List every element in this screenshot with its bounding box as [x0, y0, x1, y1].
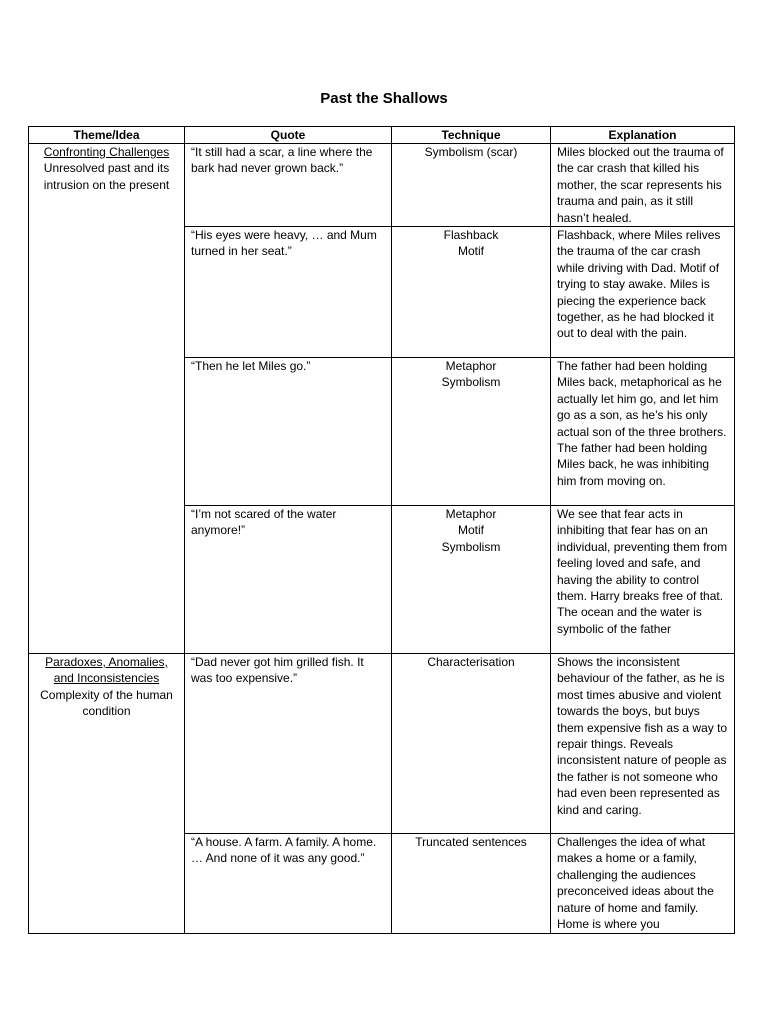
notes-table — [28, 126, 735, 934]
explanation-cell — [551, 834, 735, 934]
technique-item: Motif — [457, 523, 484, 538]
technique-cell — [392, 834, 551, 934]
theme-description: Unresolved past and its intrusion on the present — [43, 161, 170, 192]
table-header-row — [29, 127, 735, 144]
column-header-quote: Quote — [185, 127, 392, 144]
quote-cell: “It still had a scar, a line where the bark had never grown back.” — [185, 144, 392, 227]
explanation-text: Challenges the idea of what makes a home or a family, challenging the audiences preconceived ideas about the nature of home and family. Home is where you — [557, 835, 714, 932]
explanation-cell: The father had been holding Miles back, metaphorical as he actually let him go, and let him go as a son, as he’s his only actual son of the three brothers. The father had been holding Miles back, he was inhibiting him from moving on. — [551, 358, 735, 506]
explanation-cell: Miles blocked out the trauma of the car crash that killed his mother, the scar represents his trauma and pain, as it still hasn’t healed. — [551, 144, 735, 227]
quote-cell: “His eyes were heavy, … and Mum turned in her seat.” — [185, 227, 392, 358]
technique-cell — [392, 144, 551, 227]
technique-item: Symbolism — [441, 375, 501, 390]
table-row — [29, 654, 735, 834]
technique-item: Truncated sentences — [415, 835, 527, 850]
technique-cell — [392, 654, 551, 834]
technique-item: Symbolism (scar) — [424, 145, 518, 159]
technique-item: Symbolism — [441, 539, 501, 554]
column-header-technique: Technique — [392, 127, 551, 144]
technique-cell — [392, 358, 551, 506]
column-header-explanation: Explanation — [551, 127, 735, 144]
quote-cell: “I’m not scared of the water anymore!” — [185, 506, 392, 654]
quote-cell: “Then he let Miles go.” — [185, 358, 392, 506]
theme-description: Complexity of the human condition — [40, 687, 173, 719]
technique-item: Metaphor — [445, 507, 497, 522]
explanation-cell: Shows the inconsistent behaviour of the father, as he is most times abusive and violent towards the boys, but buys them expensive fish as a way to repair things. Reveals inconsistent nature of people as the father is not someone who had even been represented as kind and caring. — [551, 654, 735, 834]
theme-cell — [29, 144, 185, 654]
table-row — [29, 144, 735, 227]
explanation-cell: Flashback, where Miles relives the trauma of the car crash while driving with Dad. Motif of trying to stay awake. Miles is piecing the experience back together, as he had blocked it out to deal with the pain. — [551, 227, 735, 358]
technique-item: Characterisation — [427, 655, 515, 670]
technique-cell — [392, 506, 551, 654]
column-header-theme: Theme/Idea — [29, 127, 185, 144]
quote-cell: “A house. A farm. A family. A home. … And none of it was any good.” — [185, 834, 392, 934]
technique-item: Motif — [457, 244, 484, 259]
quote-cell: “Dad never got him grilled fish. It was too expensive.” — [185, 654, 392, 834]
theme-cell — [29, 654, 185, 934]
technique-item: Flashback — [443, 228, 499, 243]
page-title: Past the Shallows — [320, 90, 448, 107]
technique-item: Metaphor — [445, 359, 497, 374]
theme-title: Paradoxes, Anomalies, and Inconsistencies — [45, 655, 168, 686]
technique-cell — [392, 227, 551, 358]
explanation-cell: We see that fear acts in inhibiting that fear has on an individual, preventing them from feeling loved and safe, and having the ability to control them. Harry breaks free of that. The ocean and the water is symbolic of the father — [551, 506, 735, 654]
theme-title: Confronting Challenges — [43, 145, 170, 159]
